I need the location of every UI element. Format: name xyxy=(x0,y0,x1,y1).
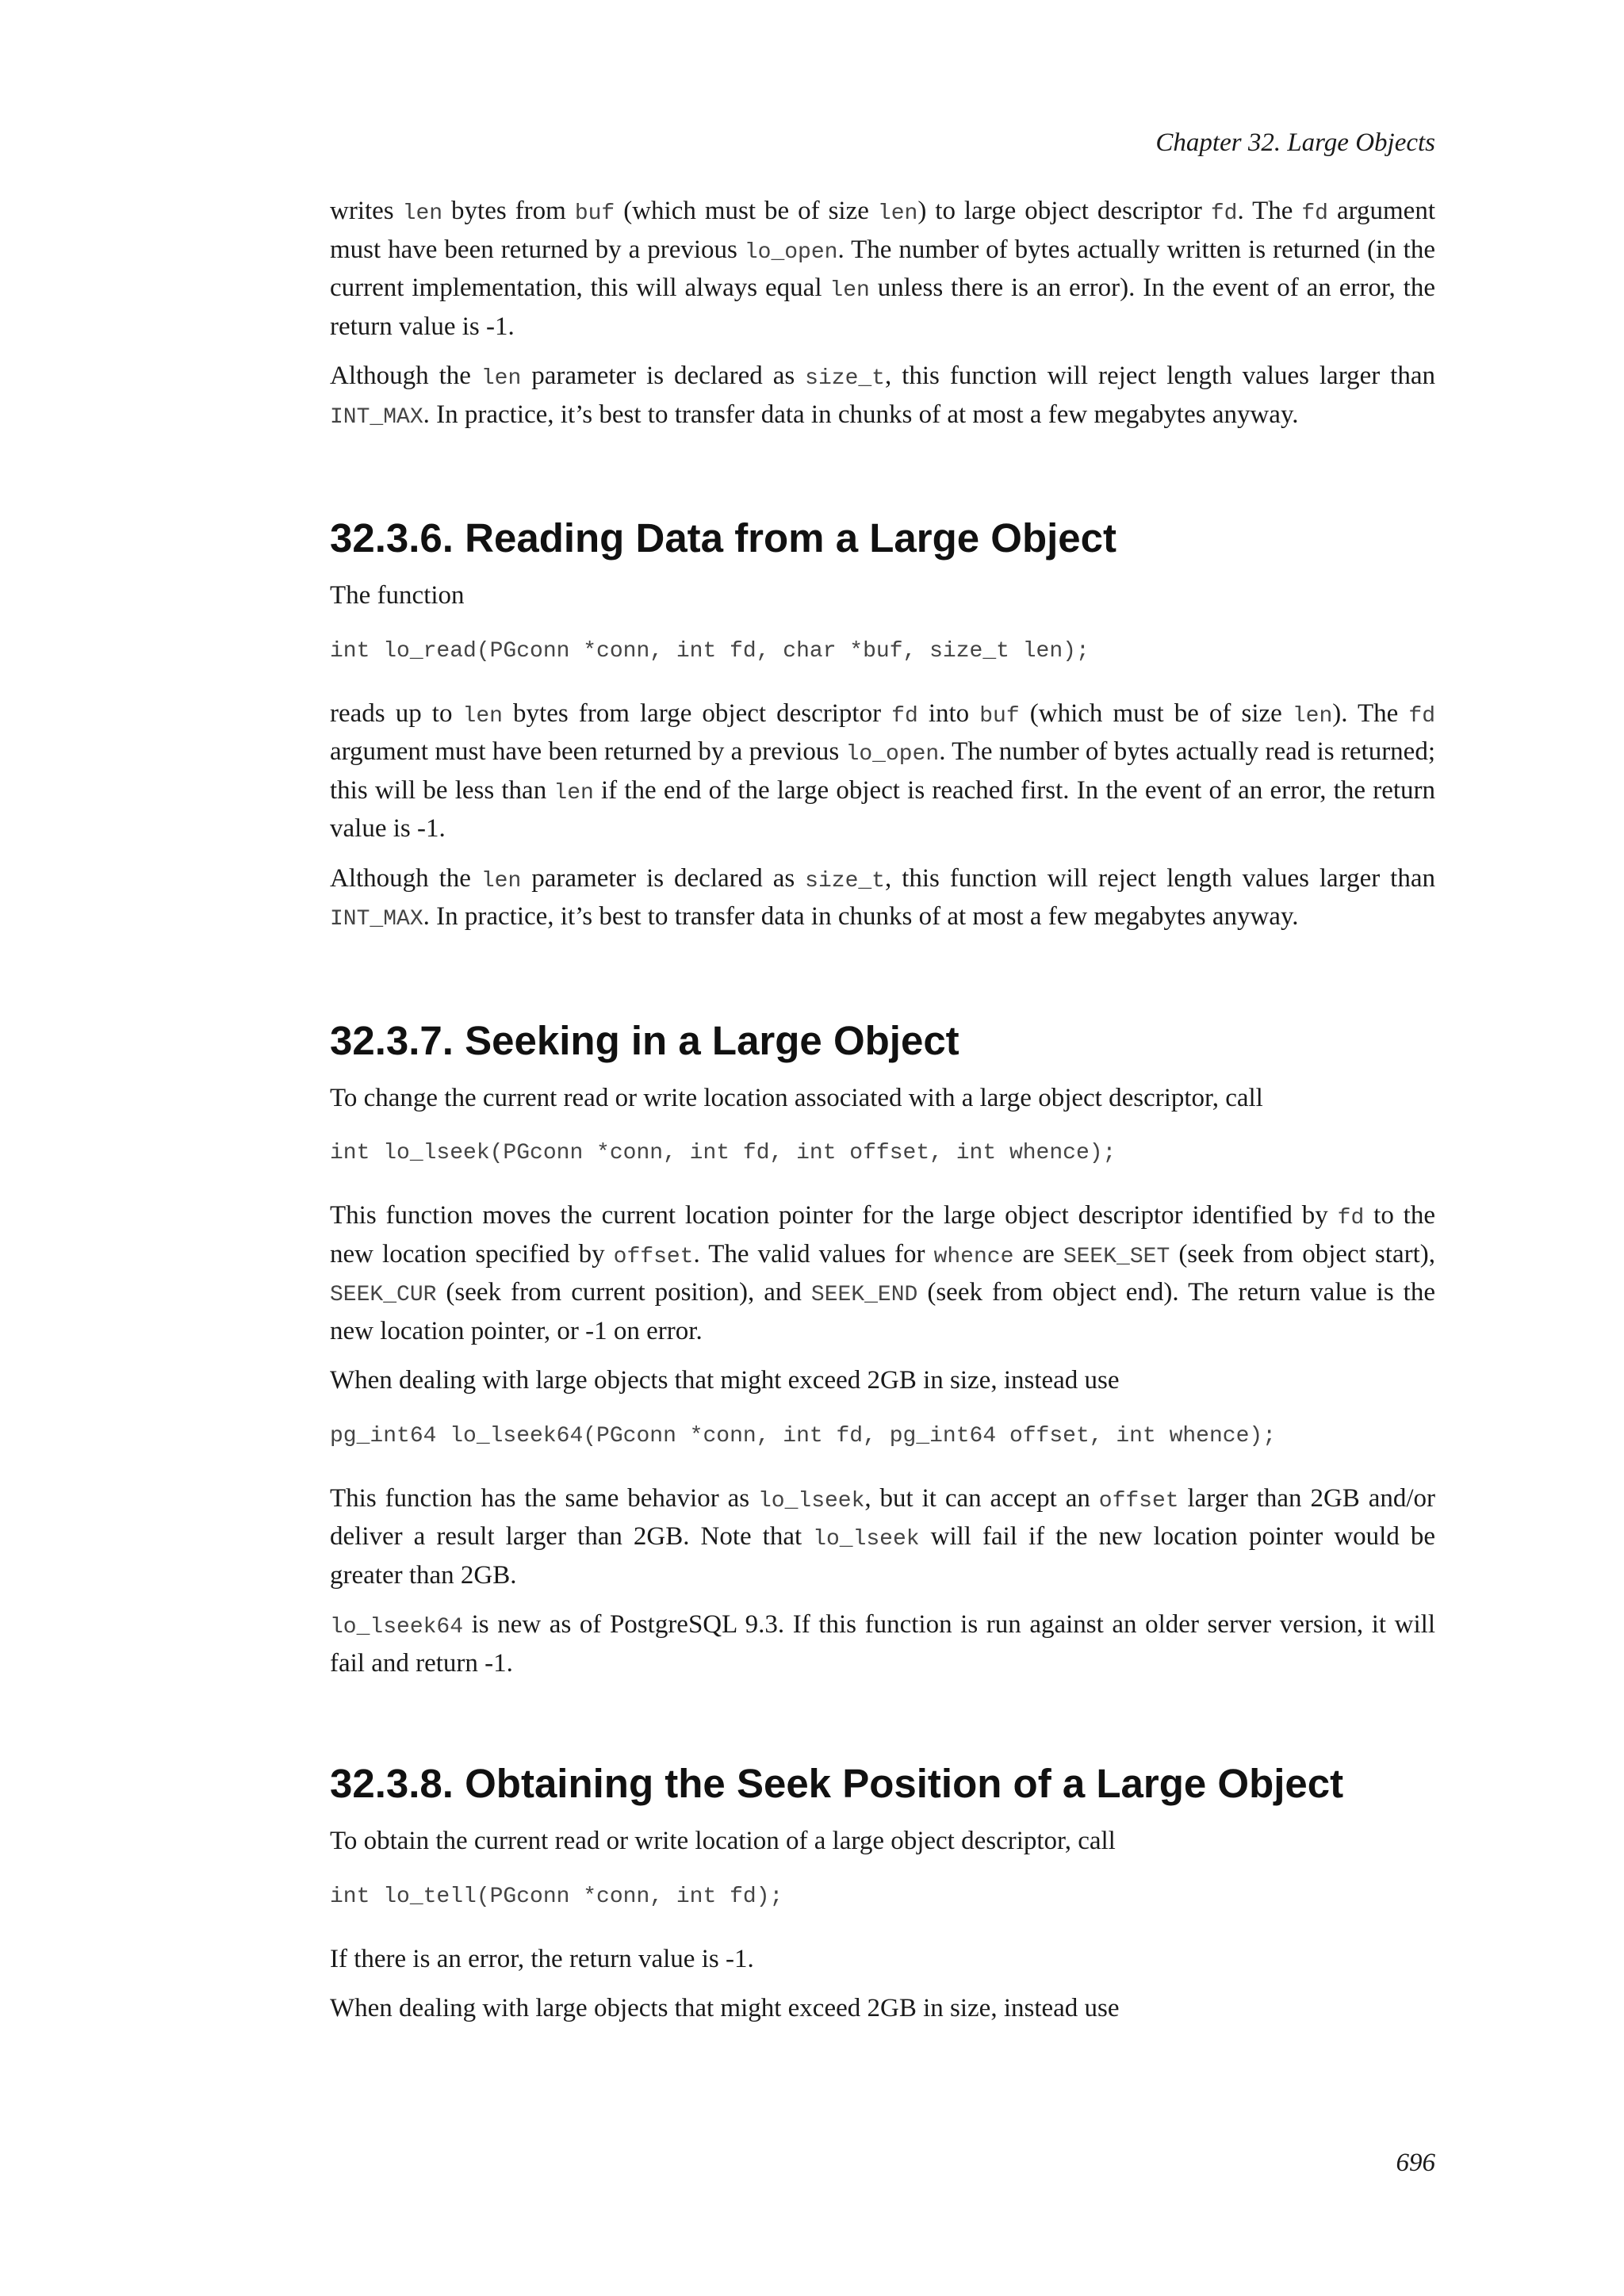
paragraph: If there is an error, the return value is -1. xyxy=(330,1944,754,1973)
paragraph: The function xyxy=(330,581,465,610)
paragraph: reads up to len bytes from large object descriptor fd into buf (which must be of size len). The fd argument must have been returned by a previous lo_open. The number of bytes actually read is returned; this will be less than len if the end of the large object is reached first. In the event of an error, the return value is -1. xyxy=(330,698,1436,843)
inline-code: len xyxy=(481,366,522,391)
paragraph: When dealing with large objects that might exceed 2GB in size, instead use xyxy=(330,1994,1120,2022)
inline-code: INT_MAX xyxy=(330,404,423,430)
inline-code: len xyxy=(553,780,594,806)
running-header: Chapter 32. Large Objects xyxy=(1155,128,1435,157)
inline-code: offset xyxy=(1098,1488,1179,1513)
section-heading-reading: 32.3.6. Reading Data from a Large Object xyxy=(330,515,1116,561)
inline-code: lo_lseek64 xyxy=(330,1615,464,1640)
paragraph: lo_lseek64 is new as of PostgreSQL 9.3. If this function is run against an older server version, it will fail and return -1. xyxy=(330,1610,1435,1678)
paragraph: Although the len parameter is declared as size_t, this function will reject length values larger than INT_MAX. In practice, it’s best to transfer data in chunks of at most a few megabytes anyway. xyxy=(330,863,1435,932)
inline-code: lo_open xyxy=(845,742,940,767)
inline-code: offset xyxy=(613,1244,694,1269)
inline-code: len xyxy=(877,201,918,226)
inline-code: SEEK_SET xyxy=(1063,1244,1170,1269)
paragraph: When dealing with large objects that might exceed 2GB in size, instead use xyxy=(330,1366,1120,1395)
code-block: int lo_lseek(PGconn *conn, int fd, int offset, int whence); xyxy=(330,1141,1116,1165)
code-block: pg_int64 lo_lseek64(PGconn *conn, int fd, pg_int64 offset, int whence); xyxy=(330,1423,1276,1448)
code-block: int lo_read(PGconn *conn, int fd, char *buf, size_t len); xyxy=(330,638,1090,664)
code-block: int lo_tell(PGconn *conn, int fd); xyxy=(330,1884,783,1909)
inline-code: SEEK_CUR xyxy=(330,1283,437,1307)
inline-code: buf xyxy=(574,201,615,226)
inline-code: fd xyxy=(1337,1206,1365,1230)
section-heading-seeking: 32.3.7. Seeking in a Large Object xyxy=(330,1017,959,1063)
paragraph: writes len bytes from buf (which must be of size len) to large object descriptor fd. The fd argument must have been returned by a previous lo_open. The number of bytes actually written is returned (in the current implementation, this will always equal len unless there is an error). In the event of an error, the return value is -1. xyxy=(330,197,1435,341)
inline-code: buf xyxy=(979,703,1020,729)
inline-code: lo_open xyxy=(744,239,838,265)
inline-code: SEEK_END xyxy=(810,1283,918,1307)
paragraph: This function moves the current location pointer for the large object descriptor identified by fd to the new location specified by offset. The valid values for whence are SEEK_SET (seek from object start), SEEK_CUR (seek from current position), and SEEK_END (seek from object end). The return value is the new location pointer, or -1 on error. xyxy=(330,1201,1435,1345)
section-heading-tell: 32.3.8. Obtaining the Seek Position of a Large Object xyxy=(330,1761,1344,1806)
inline-code: fd xyxy=(1210,201,1238,226)
paragraph: To obtain the current read or write location of a large object descriptor, call xyxy=(330,1827,1116,1855)
inline-code: len xyxy=(402,201,443,226)
inline-code: INT_MAX xyxy=(330,907,423,932)
inline-code: size_t xyxy=(805,868,885,894)
paragraph: Although the len parameter is declared as size_t, this function will reject length values larger than INT_MAX. In practice, it’s best to transfer data in chunks of at most a few megabytes anyway. xyxy=(330,362,1435,430)
page-number: 696 xyxy=(1396,2149,1435,2177)
inline-code: lo_lseek xyxy=(813,1527,920,1552)
inline-code: fd xyxy=(891,703,918,729)
inline-code: lo_lseek xyxy=(757,1488,865,1513)
paragraph: This function has the same behavior as lo_lseek, but it can accept an offset larger than 2GB and/or deliver a result larger than 2GB. Note that lo_lseek will fail if the new location pointer would be greater than 2GB. xyxy=(330,1483,1435,1590)
inline-code: size_t xyxy=(805,366,885,391)
page-content xyxy=(330,193,1435,2041)
inline-code: fd xyxy=(1408,703,1436,729)
inline-code: len xyxy=(1292,703,1333,729)
inline-code: fd xyxy=(1301,201,1328,226)
inline-code: len xyxy=(462,703,503,729)
paragraph: To change the current read or write location associated with a large object descriptor, call xyxy=(330,1083,1263,1112)
inline-code: whence xyxy=(933,1244,1014,1269)
inline-code: len xyxy=(829,278,870,303)
inline-code: len xyxy=(481,868,522,894)
